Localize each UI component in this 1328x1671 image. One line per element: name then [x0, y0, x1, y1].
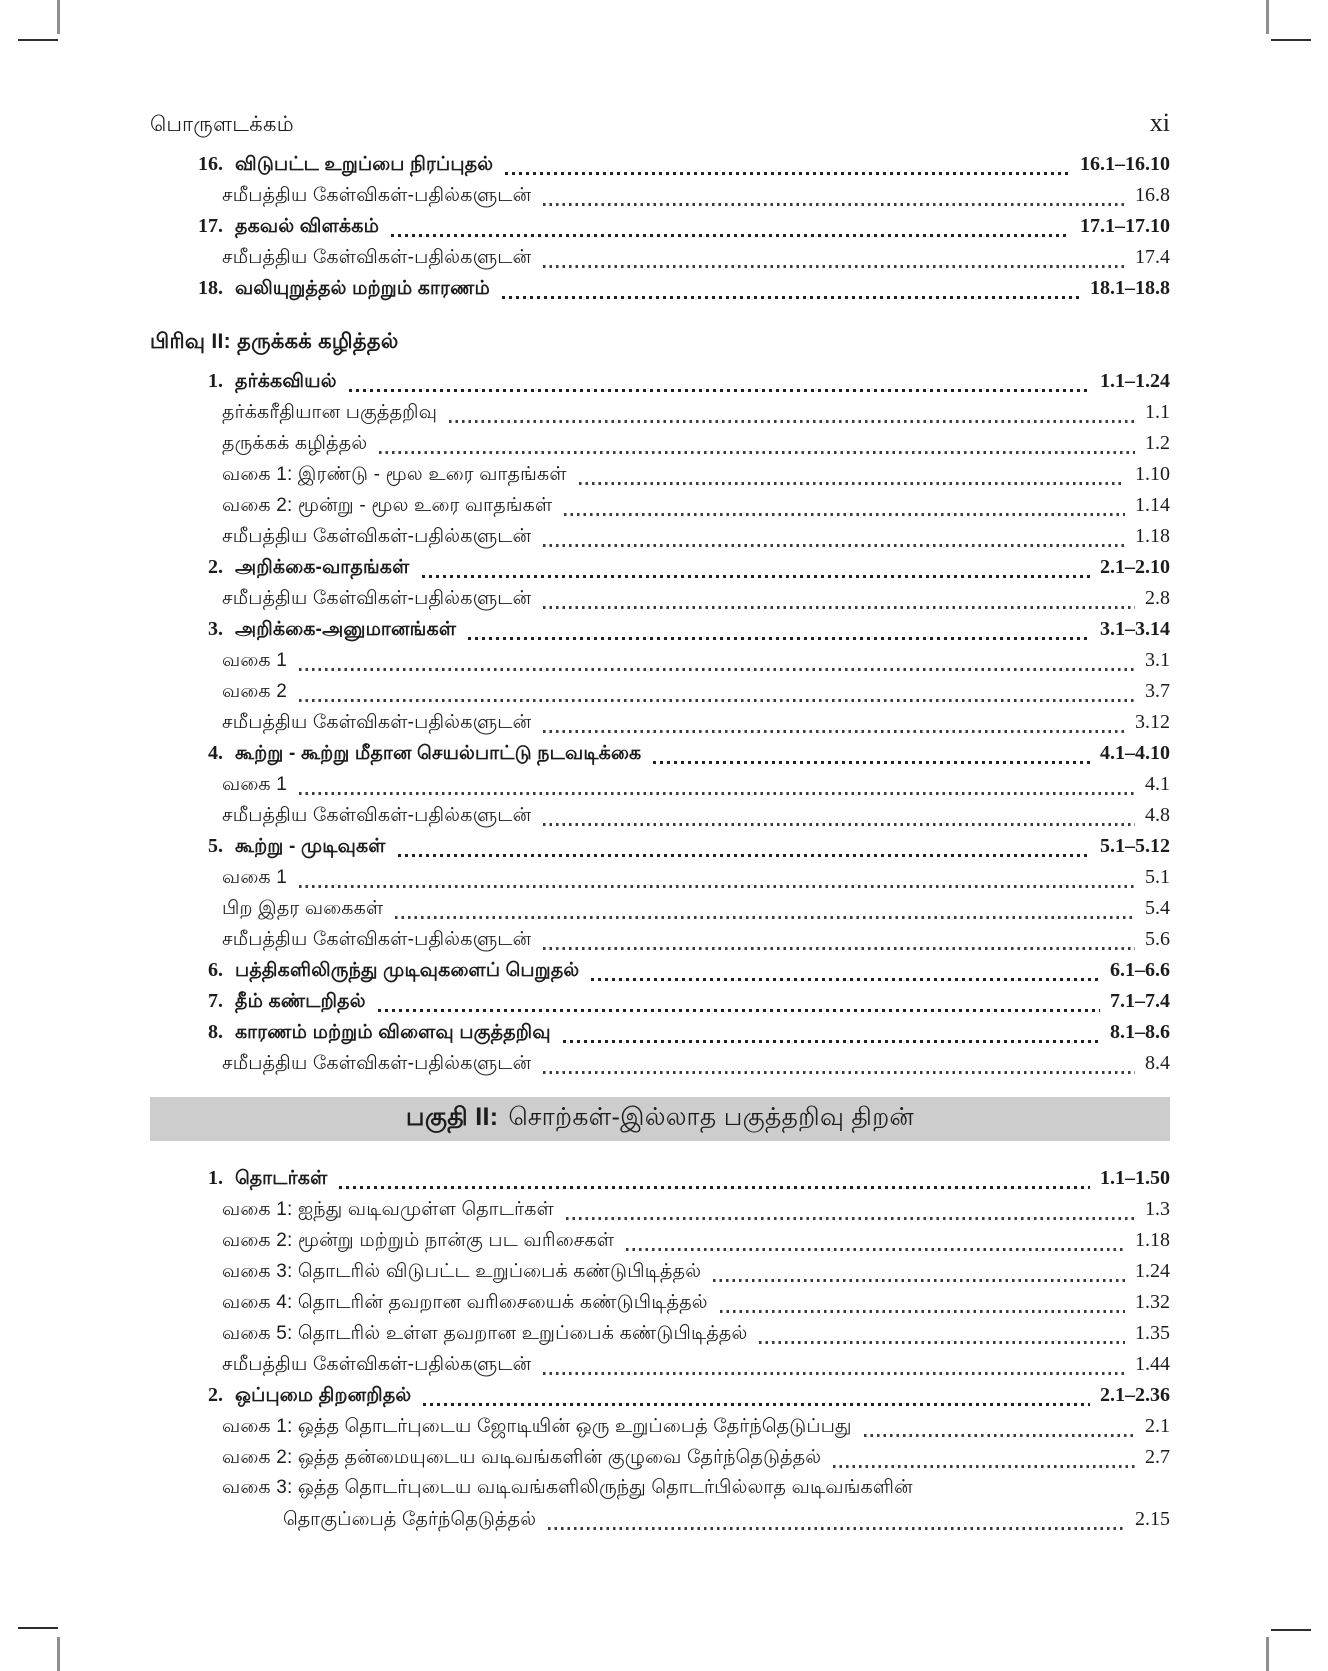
entry-page-number: 1.1–1.24 [1100, 370, 1170, 392]
toc-entry-row [150, 616, 1170, 647]
entry-page-number: 2.1 [1145, 1415, 1170, 1437]
toc-entry-row [150, 1227, 1170, 1258]
dot-leader [626, 1248, 1125, 1251]
dot-leader [299, 885, 1135, 888]
entry-page-number: 1.18 [1135, 1229, 1170, 1251]
toc-entry-row [150, 151, 1170, 182]
entry-page-number: 1.10 [1135, 463, 1170, 485]
toc-entry-row [150, 802, 1170, 833]
entry-page-number: 18.1–18.8 [1090, 277, 1170, 299]
toc-entry-row [150, 771, 1170, 802]
toc-entry-row [150, 1050, 1170, 1081]
entry-title: பத்திகளிலிருந்து முடிவுகளைப் பெறுதல் [235, 960, 580, 981]
entry-page-number: 1.32 [1135, 1291, 1170, 1313]
dot-leader [563, 1040, 1100, 1043]
toc-entry-row [150, 1444, 1170, 1475]
entry-title: வகை 2 [222, 681, 287, 702]
entry-page-number: 5.1–5.12 [1100, 835, 1170, 857]
entry-title: தொடர்கள் [235, 1168, 328, 1189]
toc-entry-row [150, 709, 1170, 740]
entry-number: 3. [208, 618, 223, 640]
entry-page-number: 1.24 [1135, 1260, 1170, 1282]
entry-page-number: 5.6 [1145, 928, 1170, 950]
toc-entry-row [150, 1165, 1170, 1196]
entry-title: வகை 1: ஒத்த தொடர்புடைய ஜோடியின் ஒரு உறுப்பைத் தேர்ந்தெடுப்பது [222, 1416, 852, 1437]
entry-page-number: 17.1–17.10 [1080, 215, 1170, 237]
toc-entry-row [150, 1351, 1170, 1382]
part-banner-prefix: பகுதி II: [405, 1103, 499, 1131]
dot-leader [505, 172, 1070, 175]
dot-leader [720, 1310, 1125, 1313]
dot-leader [422, 575, 1090, 578]
crop-mark-icon [18, 39, 58, 41]
toc-list [150, 151, 1170, 1537]
entry-page-number: 3.1 [1145, 649, 1170, 671]
toc-entry-row [150, 833, 1170, 864]
toc-entry-row [150, 275, 1170, 306]
entry-page-number: 1.2 [1145, 432, 1170, 454]
entry-page-number: 1.1–1.50 [1100, 1167, 1170, 1189]
entry-number: 2. [208, 556, 223, 578]
dot-leader [468, 637, 1090, 640]
toc-entry-row [150, 182, 1170, 213]
crop-mark-icon [1266, 0, 1269, 34]
toc-entry-row [150, 213, 1170, 244]
dot-leader [299, 792, 1135, 795]
entry-page-number: 8.1–8.6 [1110, 1021, 1170, 1043]
toc-entry-row [150, 368, 1170, 399]
entry-title: அறிக்கை-வாதங்கள் [235, 557, 410, 578]
toc-entry-row [150, 399, 1170, 430]
entry-number: 17. [198, 215, 223, 237]
entry-title: சமீபத்திய கேள்விகள்-பதில்களுடன் [222, 185, 532, 206]
toc-entry-row [150, 678, 1170, 709]
entry-page-number: 1.14 [1135, 494, 1170, 516]
toc-entry-row [150, 1258, 1170, 1289]
entry-title: தகவல் விளக்கம் [235, 216, 380, 237]
dot-leader [548, 1527, 1125, 1530]
dot-leader [543, 1071, 1135, 1074]
section-heading: பிரிவு II: தருக்கக் கழித்தல் [150, 330, 399, 353]
dot-leader [543, 203, 1125, 206]
dot-leader [543, 730, 1125, 733]
entry-page-number: 16.1–16.10 [1080, 153, 1170, 175]
entry-page-number: 1.18 [1135, 525, 1170, 547]
entry-title: சமீபத்திய கேள்விகள்-பதில்களுடன் [222, 712, 532, 733]
entry-title: தர்க்கவியல் [235, 371, 337, 392]
entry-title: தருக்கக் கழித்தல் [222, 433, 368, 454]
entry-page-number: 17.4 [1135, 246, 1170, 268]
entry-title: ஒப்புமை திறனறிதல் [235, 1385, 412, 1406]
entry-page-number: 5.4 [1145, 897, 1170, 919]
dot-leader [391, 234, 1070, 237]
entry-title: வகை 4: தொடரின் தவறான வரிசையைக் கண்டுபிடித்தல் [222, 1292, 708, 1313]
crop-mark-icon [1271, 1629, 1311, 1631]
dot-leader [349, 389, 1090, 392]
toc-content [150, 108, 1170, 1537]
dot-leader [378, 1009, 1100, 1012]
toc-entry-row [150, 1382, 1170, 1413]
toc-entry-row [150, 957, 1170, 988]
entry-page-number: 4.1–4.10 [1100, 742, 1170, 764]
entry-number: 4. [208, 742, 223, 764]
folio-page-number: xi [1149, 108, 1170, 137]
entry-title: வகை 3: தொடரில் விடுபட்ட உறுப்பைக் கண்டுபிடித்தல் [222, 1261, 702, 1282]
dot-leader [759, 1341, 1125, 1344]
entry-page-number: 5.1 [1145, 866, 1170, 888]
toc-entry-row [150, 864, 1170, 895]
entry-title: கூற்று - கூற்று மீதான செயல்பாட்டு நடவடிக்கை [235, 743, 642, 764]
entry-page-number: 6.1–6.6 [1110, 959, 1170, 981]
dot-leader [579, 482, 1125, 485]
entry-title: வலியுறுத்தல் மற்றும் காரணம் [235, 278, 490, 299]
entry-title: தொகுப்பைத் தேர்ந்தெடுத்தல் [283, 1509, 537, 1530]
dot-leader [713, 1279, 1125, 1282]
dot-leader [543, 265, 1125, 268]
entry-title: வகை 5: தொடரில் உள்ள தவறான உறுப்பைக் கண்டுபிடித்தல் [222, 1323, 748, 1344]
toc-entry-row [150, 554, 1170, 585]
toc-entry-row [150, 647, 1170, 678]
entry-page-number: 1.35 [1135, 1322, 1170, 1344]
toc-entry-row [150, 1289, 1170, 1320]
dot-leader [299, 668, 1135, 671]
entry-number: 8. [208, 1021, 223, 1043]
entry-title: தர்க்கரீதியான பகுத்தறிவு [222, 402, 438, 423]
toc-entry-row [150, 244, 1170, 275]
entry-page-number: 2.15 [1135, 1508, 1170, 1530]
dot-leader [543, 606, 1135, 609]
entry-number: 2. [208, 1384, 223, 1406]
dot-leader [864, 1434, 1135, 1437]
dot-leader [543, 544, 1125, 547]
entry-title: வகை 1 [222, 650, 287, 671]
entry-page-number: 3.7 [1145, 680, 1170, 702]
entry-number: 18. [198, 277, 223, 299]
entry-number: 6. [208, 959, 223, 981]
dot-leader [564, 513, 1125, 516]
entry-title: வகை 1: ஐந்து வடிவமுள்ள தொடர்கள் [222, 1199, 554, 1220]
toc-entry-row [150, 988, 1170, 1019]
dot-leader [591, 978, 1100, 981]
toc-entry-row [150, 1506, 1170, 1537]
entry-number: 1. [208, 370, 223, 392]
entry-title: காரணம் மற்றும் விளைவு பகுத்தறிவு [235, 1022, 551, 1043]
entry-page-number: 3.12 [1135, 711, 1170, 733]
dot-leader [543, 823, 1135, 826]
crop-mark-icon [18, 1627, 58, 1629]
page-title: பொருளடக்கம் [150, 113, 294, 136]
entry-title: வகை 2: மூன்று - மூல உரை வாதங்கள் [222, 495, 553, 516]
entry-title: சமீபத்திய கேள்விகள்-பதில்களுடன் [222, 805, 532, 826]
dot-leader [299, 699, 1135, 702]
toc-entry-row [150, 523, 1170, 554]
dot-leader [449, 420, 1135, 423]
entry-page-number: 2.7 [1145, 1446, 1170, 1468]
entry-page-number: 16.8 [1135, 184, 1170, 206]
entry-page-number: 1.3 [1145, 1198, 1170, 1220]
dot-leader [833, 1465, 1135, 1468]
entry-title: வகை 2: ஒத்த தன்மையுடைய வடிவங்களின் குழுவை தேர்ந்தெடுத்தல் [222, 1447, 822, 1468]
dot-leader [653, 761, 1090, 764]
entry-title: வகை 1 [222, 774, 287, 795]
toc-entry-row [150, 492, 1170, 523]
page-header [150, 108, 1170, 139]
entry-page-number: 1.44 [1135, 1353, 1170, 1375]
toc-entry-row [150, 1413, 1170, 1444]
entry-title: பிற இதர வகைகள் [222, 898, 384, 919]
toc-entry-row [150, 1475, 1170, 1506]
entry-page-number: 4.1 [1145, 773, 1170, 795]
dot-leader [566, 1217, 1135, 1220]
entry-page-number: 7.1–7.4 [1110, 990, 1170, 1012]
entry-number: 1. [208, 1167, 223, 1189]
dot-leader [379, 451, 1135, 454]
dot-leader [423, 1403, 1090, 1406]
part-banner-text: சொற்கள்-இல்லாத பகுத்தறிவு திறன் [508, 1103, 915, 1131]
toc-entry-row [150, 585, 1170, 616]
entry-title: வகை 1 [222, 867, 287, 888]
entry-page-number: 4.8 [1145, 804, 1170, 826]
entry-title: கூற்று - முடிவுகள் [235, 836, 386, 857]
toc-entry-row [150, 430, 1170, 461]
dot-leader [395, 916, 1135, 919]
toc-entry-row [150, 1320, 1170, 1351]
crop-mark-icon [57, 0, 60, 34]
entry-title: அறிக்கை-அனுமானங்கள் [235, 619, 457, 640]
entry-title: வகை 2: மூன்று மற்றும் நான்கு பட வரிசைகள் [222, 1230, 615, 1251]
toc-entry-row [150, 461, 1170, 492]
crop-mark-icon [57, 1637, 60, 1671]
toc-entry-row [150, 1019, 1170, 1050]
dot-leader [398, 854, 1090, 857]
entry-number: 5. [208, 835, 223, 857]
entry-page-number: 1.1 [1145, 401, 1170, 423]
entry-title: சமீபத்திய கேள்விகள்-பதில்களுடன் [222, 247, 532, 268]
part-banner [150, 1097, 1170, 1141]
entry-title: சமீபத்திய கேள்விகள்-பதில்களுடன் [222, 526, 532, 547]
entry-page-number: 3.1–3.14 [1100, 618, 1170, 640]
entry-title: வகை 3: ஒத்த தொடர்புடைய வடிவங்களிலிருந்து தொடர்பில்லாத வடிவங்களின் [222, 1477, 913, 1498]
crop-mark-icon [1266, 1637, 1269, 1671]
toc-entry-row [150, 895, 1170, 926]
entry-page-number: 8.4 [1145, 1052, 1170, 1074]
toc-entry-row [150, 926, 1170, 957]
dot-leader [502, 296, 1080, 299]
entry-title: வகை 1: இரண்டு - மூல உரை வாதங்கள் [222, 464, 567, 485]
entry-title: சமீபத்திய கேள்விகள்-பதில்களுடன் [222, 588, 532, 609]
dot-leader [543, 1372, 1125, 1375]
dot-leader [543, 947, 1135, 950]
entry-title: சமீபத்திய கேள்விகள்-பதில்களுடன் [222, 1354, 532, 1375]
entry-title: விடுபட்ட உறுப்பை நிரப்புதல் [235, 154, 494, 175]
toc-entry-row [150, 740, 1170, 771]
entry-number: 7. [208, 990, 223, 1012]
entry-page-number: 2.1–2.36 [1100, 1384, 1170, 1406]
entry-title: சமீபத்திய கேள்விகள்-பதில்களுடன் [222, 929, 532, 950]
entry-page-number: 2.1–2.10 [1100, 556, 1170, 578]
entry-title: சமீபத்திய கேள்விகள்-பதில்களுடன் [222, 1053, 532, 1074]
entry-page-number: 2.8 [1145, 587, 1170, 609]
entry-number: 16. [198, 153, 223, 175]
toc-entry-row [150, 1196, 1170, 1227]
entry-title: தீம் கண்டறிதல் [235, 991, 366, 1012]
dot-leader [339, 1186, 1090, 1189]
crop-mark-icon [1271, 39, 1311, 41]
